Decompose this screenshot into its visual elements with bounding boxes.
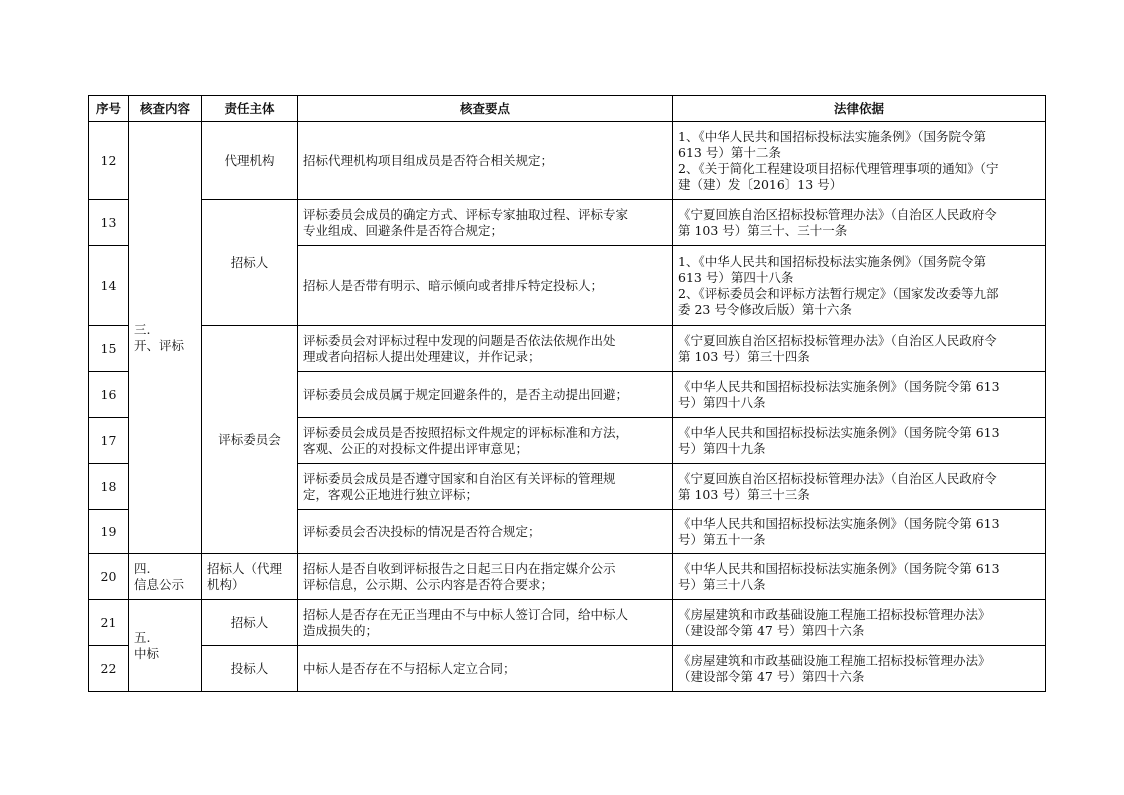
- point-line: 定，客观公正地进行独立评标；: [303, 486, 479, 502]
- row-number: 16: [89, 372, 129, 418]
- point-line: 造成损失的；: [303, 622, 379, 638]
- legal-basis: [673, 246, 1046, 326]
- legal-basis: [673, 554, 1046, 600]
- basis-line: 第 103 号）第三十四条: [678, 348, 810, 364]
- check-point: 评标委员会成员属于规定回避条件的，是否主动提出回避；: [298, 372, 673, 418]
- point-line: 评标委员会成员是否遵守国家和自治区有关评标的管理规: [303, 470, 616, 486]
- subject-cell: 招标人: [202, 600, 298, 646]
- basis-line: 号）第五十一条: [678, 531, 766, 547]
- point-line: 理或者向招标人提出处理建议，并作记录；: [303, 348, 541, 364]
- basis-line: 2、《评标委员会和评标方法暂行规定》（国家发改委等九部: [678, 285, 999, 301]
- point-line: 评标委员会对评标过程中发现的问题是否依法依规作出处: [303, 332, 616, 348]
- basis-line: 《中华人民共和国招标投标法实施条例》（国务院令第 613: [678, 560, 1000, 576]
- subject-cell: [202, 554, 298, 600]
- category-label: 中标: [134, 645, 160, 661]
- legal-basis: [673, 122, 1046, 200]
- check-point: [298, 200, 673, 246]
- basis-line: 1、《中华人民共和国招标投标法实施条例》（国务院令第: [678, 128, 986, 144]
- row-number: 13: [89, 200, 129, 246]
- legal-basis: [673, 372, 1046, 418]
- basis-line: （建设部令第 47 号）第四十六条: [678, 668, 865, 684]
- legal-basis: [673, 464, 1046, 510]
- subject-cell: 投标人: [202, 646, 298, 692]
- legal-basis: [673, 418, 1046, 464]
- table-row: [89, 326, 1046, 372]
- point-line: 招标人是否存在无正当理由不与中标人签订合同，给中标人: [303, 606, 629, 622]
- row-number: 21: [89, 600, 129, 646]
- legal-basis: [673, 646, 1046, 692]
- legal-basis: [673, 510, 1046, 554]
- basis-line: 第 103 号）第三十、三十一条: [678, 222, 848, 238]
- point-line: 招标人是否自收到评标报告之日起三日内在指定媒介公示: [303, 560, 616, 576]
- basis-line: 2、《关于简化工程建设项目招标代理管理事项的通知》（宁: [678, 160, 999, 176]
- row-number: 22: [89, 646, 129, 692]
- subject-line: 招标人（代理: [207, 560, 283, 576]
- row-number: 12: [89, 122, 129, 200]
- category-cell: [129, 600, 202, 692]
- check-point: 中标人是否存在不与招标人定立合同；: [298, 646, 673, 692]
- basis-line: 613 号）第十二条: [678, 144, 781, 160]
- subject-cell: 代理机构: [202, 122, 298, 200]
- table-row: [89, 554, 1046, 600]
- table-row: [89, 200, 1046, 246]
- check-point: 招标人是否带有明示、暗示倾向或者排斥特定投标人；: [298, 246, 673, 326]
- subject-cell: 招标人: [202, 200, 298, 326]
- check-point: [298, 600, 673, 646]
- check-point: [298, 326, 673, 372]
- basis-line: 建（建）发〔2016〕13 号）: [678, 176, 843, 192]
- table-row: [89, 646, 1046, 692]
- legal-basis: [673, 200, 1046, 246]
- check-point: [298, 464, 673, 510]
- header-points: 核查要点: [298, 96, 673, 122]
- point-line: 评标委员会成员是否按照招标文件规定的评标标准和方法，: [303, 424, 629, 440]
- basis-line: 《房屋建筑和市政基础设施工程施工招标投标管理办法》: [678, 652, 991, 668]
- check-point: 招标代理机构项目组成员是否符合相关规定；: [298, 122, 673, 200]
- legal-basis: [673, 600, 1046, 646]
- category-label: 四.: [134, 560, 151, 576]
- basis-line: 委 23 号令修改后版）第十六条: [678, 301, 852, 317]
- category-label: 信息公示: [134, 576, 185, 592]
- basis-line: 613 号）第四十八条: [678, 269, 794, 285]
- header-category: 核查内容: [129, 96, 202, 122]
- basis-line: 《中华人民共和国招标投标法实施条例》（国务院令第 613: [678, 515, 1000, 531]
- basis-line: 《宁夏回族自治区招标投标管理办法》（自治区人民政府令: [678, 470, 997, 486]
- header-subject: 责任主体: [202, 96, 298, 122]
- inspection-table: [88, 95, 1046, 692]
- subject-cell: 评标委员会: [202, 326, 298, 554]
- header-basis: 法律依据: [673, 96, 1046, 122]
- basis-line: （建设部令第 47 号）第四十六条: [678, 622, 865, 638]
- point-line: 评标委员会成员的确定方式、评标专家抽取过程、评标专家: [303, 206, 629, 222]
- point-line: 专业组成、回避条件是否符合规定；: [303, 222, 504, 238]
- table-row: [89, 122, 1046, 200]
- row-number: 18: [89, 464, 129, 510]
- row-number: 14: [89, 246, 129, 326]
- header-num: 序号: [89, 96, 129, 122]
- table-row: [89, 600, 1046, 646]
- basis-line: 号）第四十九条: [678, 440, 766, 456]
- row-number: 20: [89, 554, 129, 600]
- check-point: [298, 418, 673, 464]
- basis-line: 《中华人民共和国招标投标法实施条例》（国务院令第 613: [678, 424, 1000, 440]
- point-line: 客观、公正的对投标文件提出评审意见；: [303, 440, 529, 456]
- row-number: 17: [89, 418, 129, 464]
- basis-line: 号）第四十八条: [678, 394, 766, 410]
- point-line: 评标信息，公示期、公示内容是否符合要求；: [303, 576, 554, 592]
- basis-line: 1、《中华人民共和国招标投标法实施条例》（国务院令第: [678, 253, 986, 269]
- row-number: 19: [89, 510, 129, 554]
- legal-basis: [673, 326, 1046, 372]
- check-point: [298, 554, 673, 600]
- table-header-row: [89, 96, 1046, 122]
- category-cell: [129, 554, 202, 600]
- category-label: 三.: [134, 321, 151, 337]
- basis-line: 号）第三十八条: [678, 576, 766, 592]
- basis-line: 《宁夏回族自治区招标投标管理办法》（自治区人民政府令: [678, 206, 997, 222]
- row-number: 15: [89, 326, 129, 372]
- basis-line: 《中华人民共和国招标投标法实施条例》（国务院令第 613: [678, 378, 1000, 394]
- check-point: 评标委员会否决投标的情况是否符合规定；: [298, 510, 673, 554]
- basis-line: 《宁夏回族自治区招标投标管理办法》（自治区人民政府令: [678, 332, 997, 348]
- category-cell: [129, 122, 202, 554]
- basis-line: 第 103 号）第三十三条: [678, 486, 810, 502]
- category-label: 五.: [134, 629, 151, 645]
- subject-line: 机构）: [207, 576, 245, 592]
- basis-line: 《房屋建筑和市政基础设施工程施工招标投标管理办法》: [678, 606, 991, 622]
- category-label: 开、评标: [134, 337, 185, 353]
